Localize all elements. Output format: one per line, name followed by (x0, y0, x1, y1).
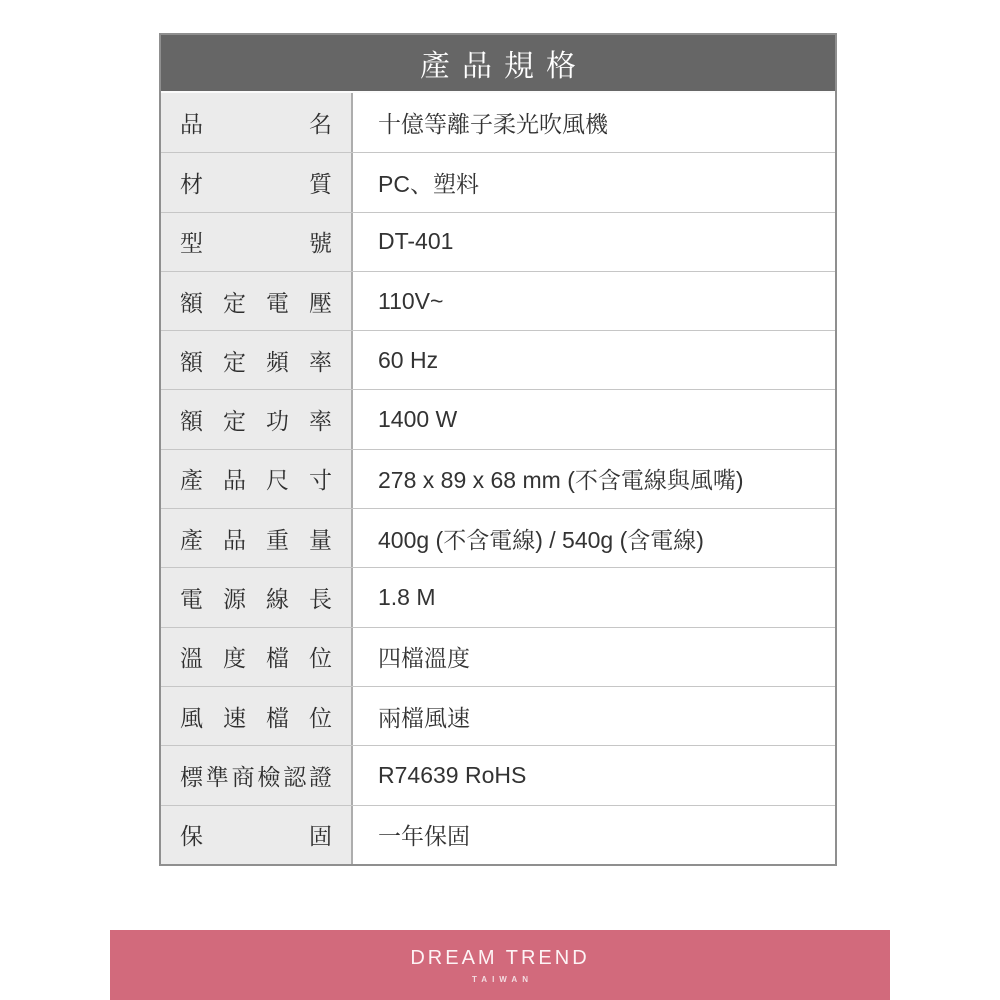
spec-value: 一年保固 (353, 806, 835, 864)
spec-value: R74639 RoHS (353, 746, 835, 804)
spec-label (161, 450, 353, 508)
brand-name: DREAM TREND (410, 946, 590, 969)
table-row (161, 449, 835, 508)
spec-value: PC、塑料 (353, 153, 835, 211)
table-row (161, 745, 835, 804)
table-row (161, 330, 835, 389)
spec-value: 1400 W (353, 390, 835, 448)
spec-label (161, 331, 353, 389)
spec-label-text: 風 速 檔 位 (180, 704, 332, 731)
spec-value: 四檔溫度 (353, 628, 835, 686)
spec-label-text: 額 定 頻 率 (180, 348, 332, 375)
table-row (161, 627, 835, 686)
spec-label-text: 材 質 (180, 170, 332, 197)
spec-value: 110V~ (353, 272, 835, 330)
table-row (161, 508, 835, 567)
spec-label (161, 272, 353, 330)
spec-value: 1.8 M (353, 568, 835, 626)
spec-value: 400g (不含電線) / 540g (含電線) (353, 509, 835, 567)
spec-label-text: 保 固 (180, 823, 332, 850)
table-row (161, 805, 835, 864)
brand-country: TAIWAN (472, 974, 533, 984)
table-title: 產品規格 (161, 35, 835, 93)
spec-label (161, 390, 353, 448)
spec-label-text: 電 源 線 長 (180, 586, 332, 613)
spec-label (161, 509, 353, 567)
spec-value: 兩檔風速 (353, 687, 835, 745)
spec-label-text: 品 名 (180, 111, 332, 138)
spec-label (161, 93, 353, 152)
spec-value: 60 Hz (353, 331, 835, 389)
spec-label-text: 產 品 尺 寸 (180, 467, 332, 494)
spec-label (161, 628, 353, 686)
spec-value: 十億等離子柔光吹風機 (353, 93, 835, 152)
spec-label (161, 153, 353, 211)
spec-label-text: 產 品 重 量 (180, 526, 332, 553)
spec-label-text: 型 號 (180, 230, 332, 257)
product-spec-table (159, 33, 837, 866)
table-row (161, 152, 835, 211)
spec-label (161, 746, 353, 804)
spec-label-text: 標 準 商 檢 認 證 (180, 763, 332, 790)
table-row (161, 271, 835, 330)
spec-label (161, 568, 353, 626)
spec-label-text: 溫 度 檔 位 (180, 645, 332, 672)
table-body (161, 93, 835, 864)
table-row (161, 93, 835, 152)
spec-label (161, 687, 353, 745)
spec-label (161, 806, 353, 864)
table-row (161, 567, 835, 626)
table-row (161, 212, 835, 271)
spec-value: 278 x 89 x 68 mm (不含電線與風嘴) (353, 450, 835, 508)
table-row (161, 389, 835, 448)
table-row (161, 686, 835, 745)
brand-footer (110, 930, 890, 1000)
spec-label-text: 額 定 電 壓 (180, 289, 332, 316)
spec-value: DT-401 (353, 213, 835, 271)
spec-label-text: 額 定 功 率 (180, 408, 332, 435)
spec-label (161, 213, 353, 271)
